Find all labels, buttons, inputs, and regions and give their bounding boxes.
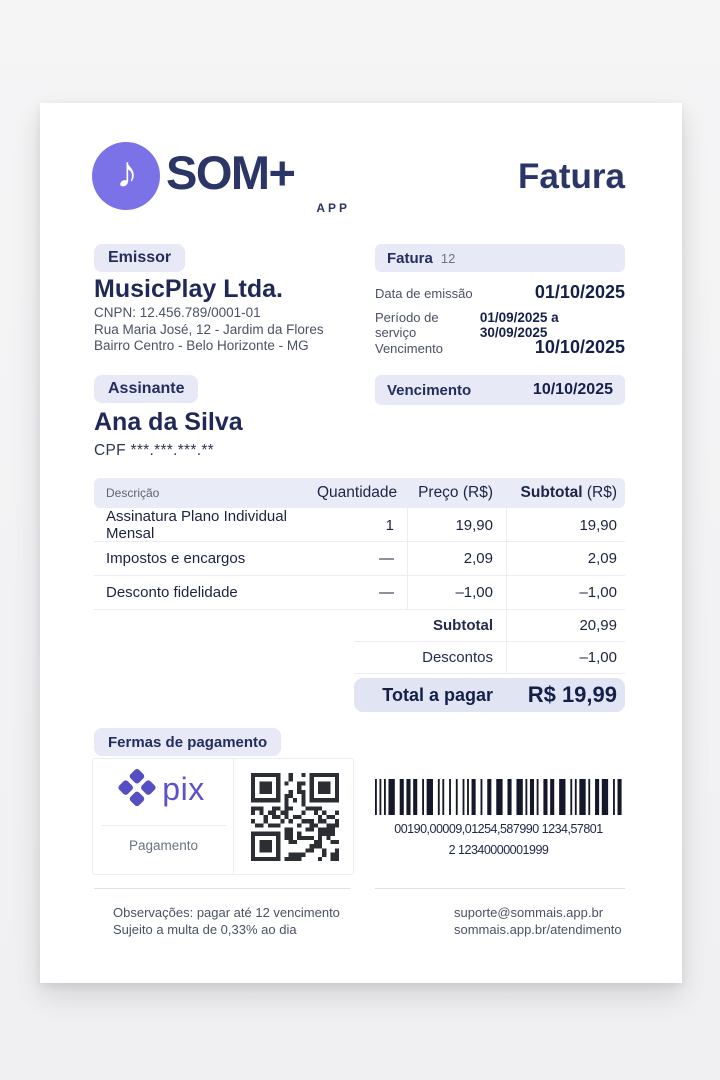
emissor-cnpj: CNPN: 12.456.789/0001-01 [94,305,261,320]
footer-divider-left [94,888,350,889]
footer-notes [113,904,340,938]
meta-row-emission [375,282,625,303]
pix-qr-code [251,773,339,861]
total-due-row [354,678,625,712]
footer-note-line: Observações: pagar até 12 vencimento [113,905,340,920]
assinante-badge: Assinante [94,375,198,403]
payment-methods-badge: Fermas de pagamento [94,728,281,756]
table-row [94,508,625,542]
summary-row-subtotal [354,610,625,642]
footer-support-email: suporte@sommais.app.br [454,905,604,920]
footer-divider-right [375,888,625,889]
invoice-number-label: Fatura [387,249,433,267]
summary-value: 20,99 [506,610,625,641]
emissor-name: MusicPlay Ltda. [94,275,283,303]
page-title: Fatura [518,157,625,196]
invoice-number-bar [375,244,625,272]
row-description: Assinatura Plano Individual Mensal [106,508,287,542]
emissor-address [94,305,324,355]
assinante-name: Ana da Silva [94,408,243,436]
summary-row-discounts [354,642,625,674]
row-subtotal: 2,09 [506,542,625,575]
boleto-digitable-line-2: 2 12340000001999 [448,843,549,857]
emission-value: 01/10/2025 [534,282,625,302]
footer-note-line: Sujeito a multa de 0,33% ao dia [113,922,297,937]
line-items-table [94,478,625,712]
period-label: Período de serviço [375,310,439,340]
row-subtotal: 19,90 [506,508,625,542]
col-header-price: Preço (R$) [418,484,493,501]
row-price: 2,09 [407,542,506,575]
assinante-document: CPF ***.***.***.** [94,442,214,459]
pix-cell [93,759,234,874]
row-quantity: — [379,550,394,567]
emissor-street: Rua Maria José, 12 - Jardim da Flores [94,321,324,337]
table-row [94,576,625,610]
row-description: Impostos e encargos [106,550,246,567]
payment-card [92,758,354,875]
due-date-box [375,375,625,405]
invoice-number-value: 12 [440,250,456,266]
pix-icon [116,768,158,810]
invoice-page [40,103,682,983]
pix-wordmark: pix [162,771,205,807]
period-value: 01/09/2025 a 30/09/2025 [479,310,559,340]
due-label: Vencimento [375,341,443,356]
pix-logo [93,773,234,805]
footer-contacts [454,904,622,938]
row-description: Desconto fidelidade [106,584,238,601]
pix-caption: Pagamento [128,838,199,853]
due-value: 10/10/2025 [534,337,625,357]
summary-label: Descontos [422,649,493,666]
row-subtotal: –1,00 [506,576,625,609]
music-note-icon: ♪ [116,148,138,197]
emissor-badge: Emissor [94,244,185,272]
row-price: 19,90 [407,508,506,542]
table-header-row [94,478,625,508]
summary-label: Subtotal [433,617,493,634]
brand-logo [92,142,160,210]
due-box-label: Vencimento [387,381,472,399]
col-header-subtotal: Subtotal (R$) [520,484,617,501]
row-quantity: 1 [385,516,394,534]
brand-subtitle: APP [316,201,350,215]
emission-label: Data de emissão [375,286,473,301]
total-label: Total a pagar [382,684,493,705]
emissor-city: Bairro Centro - Belo Horizonte - MG [94,338,309,353]
footer-support-url: sommais.app.br/atendimento [454,922,622,937]
due-box-value: 10/10/2025 [532,381,613,398]
row-price: –1,00 [407,576,506,609]
brand-name: SOM+ [166,146,295,199]
col-header-description: Descrição [106,486,160,500]
total-value: R$ 19,99 [527,682,617,707]
col-header-quantity: Quantidade [317,484,398,501]
table-row [94,542,625,576]
row-quantity: — [379,584,394,601]
boleto-digitable-line-1: 00190,00009,01254,587990 1234,57801 [394,822,603,836]
divider [101,825,226,826]
meta-row-due [375,337,625,358]
summary-value: –1,00 [506,642,625,673]
boleto-barcode [375,779,622,815]
meta-row-period [375,310,625,340]
